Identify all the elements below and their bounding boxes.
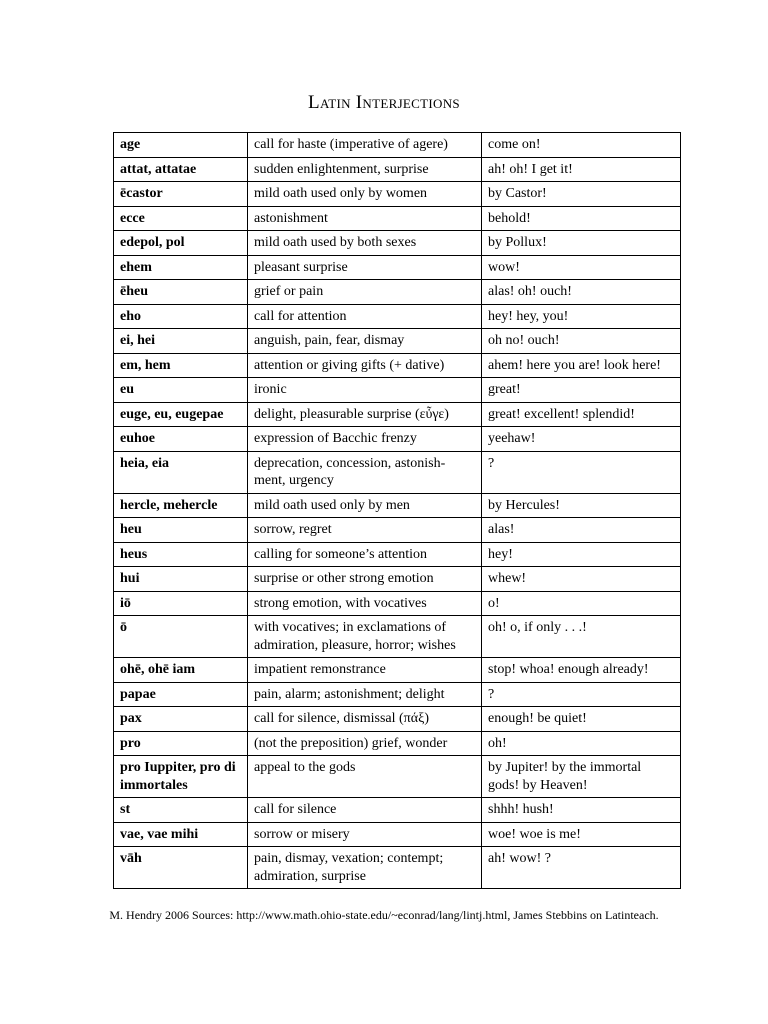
translation-cell: enough! be quiet! — [482, 707, 681, 732]
term-cell: pax — [114, 707, 248, 732]
meaning-cell: appeal to the gods — [248, 756, 482, 798]
table-row — [114, 616, 681, 658]
meaning-cell: ironic — [248, 378, 482, 403]
table-row — [114, 402, 681, 427]
term-cell: heia, eia — [114, 451, 248, 493]
table-row — [114, 280, 681, 305]
term-cell: st — [114, 798, 248, 823]
table-row — [114, 182, 681, 207]
meaning-cell: calling for someone’s attention — [248, 542, 482, 567]
term-cell: ohē, ohē iam — [114, 658, 248, 683]
translation-cell: woe! woe is me! — [482, 822, 681, 847]
meaning-cell: mild oath used only by women — [248, 182, 482, 207]
meaning-cell: delight, pleasurable surprise (εὖγε) — [248, 402, 482, 427]
term-cell: pro Iuppiter, pro di immortales — [114, 756, 248, 798]
table-row — [114, 427, 681, 452]
translation-cell: ah! oh! I get it! — [482, 157, 681, 182]
table-row — [114, 157, 681, 182]
table-row — [114, 567, 681, 592]
term-cell: euge, eu, eugepae — [114, 402, 248, 427]
translation-cell: by Hercules! — [482, 493, 681, 518]
meaning-cell: surprise or other strong emotion — [248, 567, 482, 592]
term-cell: ehem — [114, 255, 248, 280]
translation-cell: by Pollux! — [482, 231, 681, 256]
source-footer: M. Hendry 2006 Sources: http://www.math.ohio-state.edu/~econrad/lang/lintj.html, James Stebbins on Latinteach. — [109, 908, 659, 922]
translation-cell: ? — [482, 682, 681, 707]
meaning-cell: sorrow, regret — [248, 518, 482, 543]
table-row — [114, 591, 681, 616]
table-row — [114, 304, 681, 329]
meaning-cell: call for haste (imperative of agere) — [248, 133, 482, 158]
translation-cell: by Jupiter! by the immortal gods! by Heaven! — [482, 756, 681, 798]
table-row — [114, 133, 681, 158]
table-row — [114, 206, 681, 231]
meaning-cell: deprecation, concession, astonish-ment, urgency — [248, 451, 482, 493]
translation-cell: come on! — [482, 133, 681, 158]
meaning-cell: mild oath used by both sexes — [248, 231, 482, 256]
term-cell: ēcastor — [114, 182, 248, 207]
table-row — [114, 378, 681, 403]
translation-cell: ahem! here you are! look here! — [482, 353, 681, 378]
meaning-cell: astonishment — [248, 206, 482, 231]
page-title: Latin Interjections — [308, 92, 460, 113]
meaning-cell: attention or giving gifts (+ dative) — [248, 353, 482, 378]
meaning-cell: mild oath used only by men — [248, 493, 482, 518]
table-row — [114, 451, 681, 493]
table-row — [114, 542, 681, 567]
translation-cell: shhh! hush! — [482, 798, 681, 823]
term-cell: euhoe — [114, 427, 248, 452]
term-cell: pro — [114, 731, 248, 756]
translation-cell: great! — [482, 378, 681, 403]
meaning-cell: pain, alarm; astonishment; delight — [248, 682, 482, 707]
table-row — [114, 756, 681, 798]
term-cell: ō — [114, 616, 248, 658]
table-row — [114, 682, 681, 707]
term-cell: vae, vae mihi — [114, 822, 248, 847]
meaning-cell: call for silence — [248, 798, 482, 823]
translation-cell: hey! — [482, 542, 681, 567]
meaning-cell: pain, dismay, vexation; contempt; admiration, surprise — [248, 847, 482, 889]
term-cell: iō — [114, 591, 248, 616]
meaning-cell: sorrow or misery — [248, 822, 482, 847]
translation-cell: hey! hey, you! — [482, 304, 681, 329]
term-cell: papae — [114, 682, 248, 707]
term-cell: edepol, pol — [114, 231, 248, 256]
translation-cell: o! — [482, 591, 681, 616]
meaning-cell: sudden enlightenment, surprise — [248, 157, 482, 182]
translation-cell: alas! — [482, 518, 681, 543]
table-row — [114, 798, 681, 823]
meaning-cell: (not the preposition) grief, wonder — [248, 731, 482, 756]
table-body — [114, 133, 681, 889]
term-cell: eho — [114, 304, 248, 329]
table-row — [114, 353, 681, 378]
table-row — [114, 707, 681, 732]
translation-cell: ? — [482, 451, 681, 493]
term-cell: hercle, mehercle — [114, 493, 248, 518]
term-cell: attat, attatae — [114, 157, 248, 182]
meaning-cell: call for silence, dismissal (πάξ) — [248, 707, 482, 732]
translation-cell: alas! oh! ouch! — [482, 280, 681, 305]
meaning-cell: impatient remonstrance — [248, 658, 482, 683]
translation-cell: oh! o, if only . . .! — [482, 616, 681, 658]
meaning-cell: call for attention — [248, 304, 482, 329]
term-cell: ei, hei — [114, 329, 248, 354]
term-cell: ēheu — [114, 280, 248, 305]
interjections-table — [113, 132, 681, 889]
term-cell: heus — [114, 542, 248, 567]
term-cell: em, hem — [114, 353, 248, 378]
translation-cell: oh! — [482, 731, 681, 756]
term-cell: age — [114, 133, 248, 158]
table-row — [114, 231, 681, 256]
meaning-cell: pleasant surprise — [248, 255, 482, 280]
meaning-cell: strong emotion, with vocatives — [248, 591, 482, 616]
translation-cell: whew! — [482, 567, 681, 592]
term-cell: hui — [114, 567, 248, 592]
table-row — [114, 847, 681, 889]
term-cell: ecce — [114, 206, 248, 231]
meaning-cell: grief or pain — [248, 280, 482, 305]
meaning-cell: anguish, pain, fear, dismay — [248, 329, 482, 354]
table-row — [114, 658, 681, 683]
translation-cell: ah! wow! ? — [482, 847, 681, 889]
term-cell: vāh — [114, 847, 248, 889]
term-cell: heu — [114, 518, 248, 543]
translation-cell: behold! — [482, 206, 681, 231]
meaning-cell: with vocatives; in exclamations of admiration, pleasure, horror; wishes — [248, 616, 482, 658]
table-row — [114, 493, 681, 518]
translation-cell: stop! whoa! enough already! — [482, 658, 681, 683]
table-row — [114, 255, 681, 280]
meaning-cell: expression of Bacchic frenzy — [248, 427, 482, 452]
table-row — [114, 731, 681, 756]
translation-cell: yeehaw! — [482, 427, 681, 452]
translation-cell: wow! — [482, 255, 681, 280]
translation-cell: by Castor! — [482, 182, 681, 207]
term-cell: eu — [114, 378, 248, 403]
translation-cell: oh no! ouch! — [482, 329, 681, 354]
table-row — [114, 329, 681, 354]
translation-cell: great! excellent! splendid! — [482, 402, 681, 427]
table-row — [114, 518, 681, 543]
table-row — [114, 822, 681, 847]
